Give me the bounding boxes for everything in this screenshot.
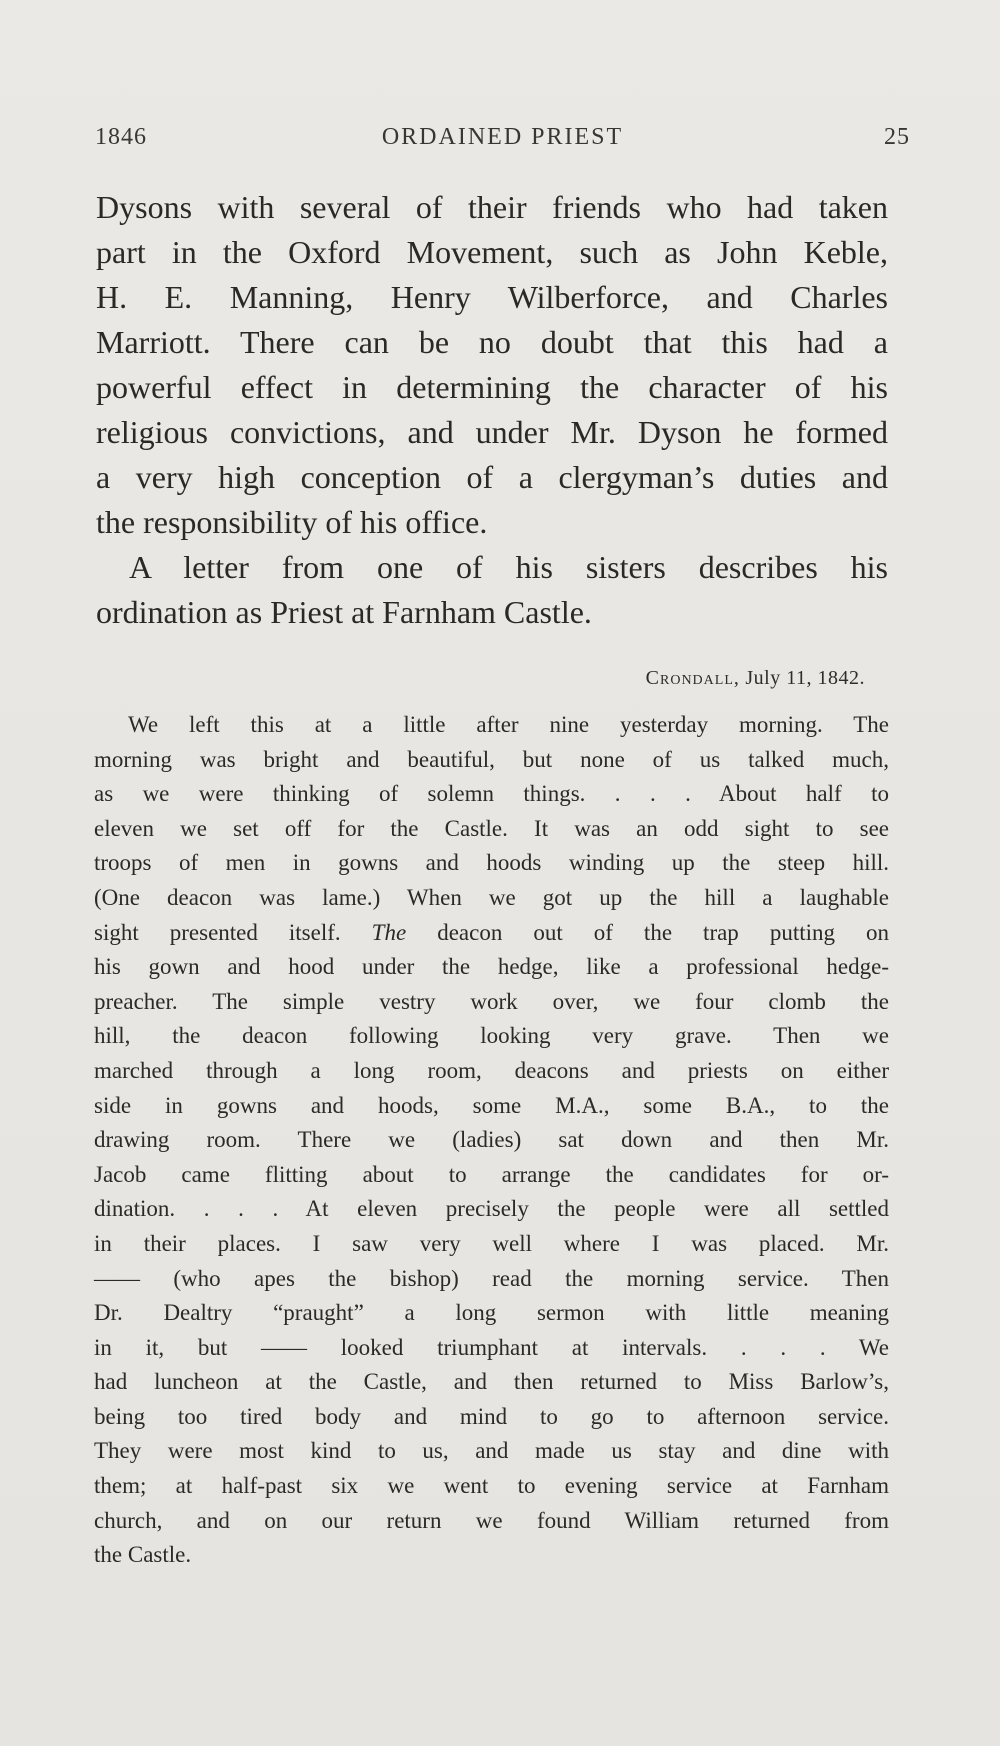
body-paragraphs — [96, 185, 888, 635]
letter-line: They were most kind to us, and made us stay and dine with — [94, 1438, 889, 1464]
body-line: H. E. Manning, Henry Wilberforce, and Charles — [96, 279, 888, 315]
letter-text — [94, 708, 889, 1573]
letter-line: eleven we set off for the Castle. It was an odd sight to see — [94, 815, 889, 841]
letter-line: being too tired body and mind to go to afternoon service. — [94, 1403, 889, 1429]
running-head-year: 1846 — [95, 124, 147, 150]
letter-line: (One deacon was lame.) When we got up the hill a laughable — [94, 884, 889, 910]
body-line: powerful effect in determining the character of his — [96, 369, 888, 405]
letter-line: had luncheon at the Castle, and then returned to Miss Barlow’s, — [94, 1369, 889, 1395]
letter-line: morning was bright and beautiful, but none of us talked much, — [94, 746, 889, 772]
body-line: Marriott. There can be no doubt that this had a — [96, 324, 888, 360]
letter-line: in their places. I saw very well where I was placed. Mr. — [94, 1230, 889, 1256]
letter-line: Jacob came flitting about to arrange the candidates for or- — [94, 1161, 889, 1187]
letter-fragment: deacon out of the trap putting on — [437, 919, 890, 945]
letter-line: side in gowns and hoods, some M.A., some B.A., to the — [94, 1092, 889, 1118]
letter-line: church, and on our return we found William returned from — [94, 1507, 889, 1533]
letter-line: them; at half-past six we went to evening service at Farnham — [94, 1473, 889, 1499]
dateline-place: Crondall, — [645, 667, 740, 689]
letter-line: the Castle. — [94, 1542, 192, 1568]
letter-line: marched through a long room, deacons and priests on either — [94, 1057, 889, 1083]
letter-line: We left this at a little after nine yesterday morning. The — [128, 712, 889, 737]
running-head — [95, 124, 910, 158]
letter-line: drawing room. There we (ladies) sat down and then Mr. — [94, 1127, 889, 1153]
body-line: Dysons with several of their friends who had taken — [96, 189, 888, 225]
letter-line: Dr. Dealtry “praught” a long sermon with little meaning — [94, 1300, 889, 1326]
letter-line: his gown and hood under the hedge, like a professional hedge- — [94, 954, 889, 980]
dateline-date: July 11, 1842. — [745, 667, 865, 689]
body-line: ordination as Priest at Farnham Castle. — [96, 594, 592, 630]
letter-line-mixed — [94, 916, 889, 951]
letter-line: troops of men in gowns and hoods winding up the steep hill. — [94, 850, 889, 876]
letter-line: preacher. The simple vestry work over, we four clomb the — [94, 988, 889, 1014]
running-head-title: ORDAINED PRIEST — [381, 124, 624, 150]
body-line: part in the Oxford Movement, such as John Keble, — [96, 234, 888, 270]
letter-line: as we were thinking of solemn things. . . . About half to — [94, 781, 889, 807]
letter-line: —— (who apes the bishop) read the morning service. Then — [94, 1265, 889, 1291]
letter-line: in it, but —— looked triumphant at intervals. . . . We — [94, 1334, 889, 1360]
page-number: 25 — [884, 124, 910, 150]
body-line: the responsibility of his office. — [96, 504, 488, 540]
body-line: A letter from one of his sisters describes his — [129, 549, 888, 585]
letter-dateline — [646, 667, 865, 690]
letter-line: dination. . . . At eleven precisely the people were all settled — [94, 1196, 889, 1222]
body-line: a very high conception of a clergyman’s duties and — [96, 459, 888, 495]
italic-emphasis: The — [371, 919, 407, 945]
body-line: religious convictions, and under Mr. Dyson he formed — [96, 414, 888, 450]
letter-line: hill, the deacon following looking very grave. Then we — [94, 1023, 889, 1049]
letter-fragment: sight presented itself. — [94, 919, 341, 945]
